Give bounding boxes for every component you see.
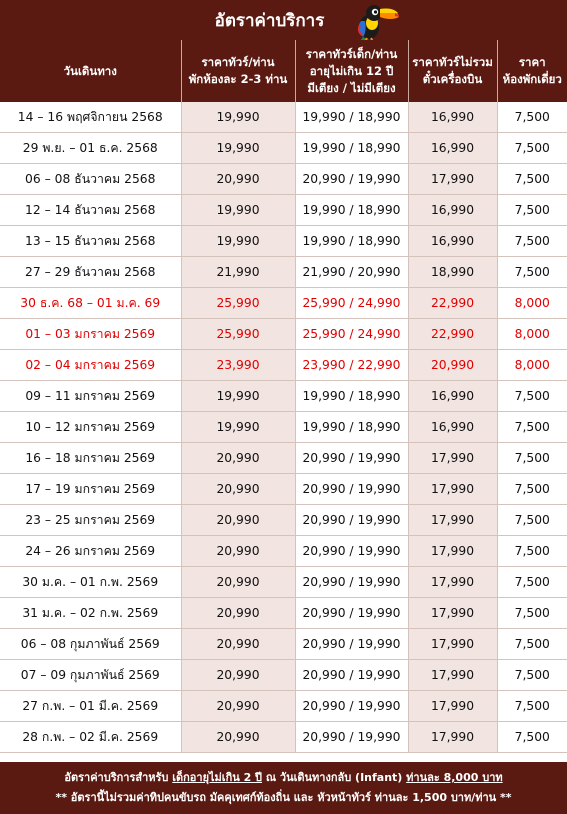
cell-child-price: 20,990 / 19,990: [295, 164, 408, 195]
table-row: [0, 567, 567, 598]
cell-child-price: 20,990 / 19,990: [295, 505, 408, 536]
footer-infant-note: อัตราค่าบริการสำหรับ เด็กอายุไม่เกิน 2 ปี ณ วันเดินทางกลับ (Infant) ท่านละ 8,000 บาท: [64, 771, 503, 784]
cell-travel-date: 12 – 14 ธันวาคม 2568: [0, 195, 181, 226]
footer-tip-note: ** อัตรานี้ไม่รวมค่าทิปคนขับรถ มัคคุเทศก์ท้องถิ่น และ หัวหน้าทัวร์ ท่านละ 1,500 บาท/ท่าน **: [55, 791, 512, 804]
header-adult-price: ราคาทัวร์/ท่าน พักห้องละ 2-3 ท่าน: [181, 40, 295, 102]
cell-travel-date: 10 – 12 มกราคม 2569: [0, 412, 181, 443]
cell-travel-date: 30 ม.ค. – 01 ก.พ. 2569: [0, 567, 181, 598]
toucan-icon: [345, 1, 401, 43]
cell-adult-price: 19,990: [181, 102, 295, 133]
cell-adult-price: 20,990: [181, 443, 295, 474]
cell-child-price: 20,990 / 19,990: [295, 443, 408, 474]
table-row: [0, 164, 567, 195]
cell-adult-price: 25,990: [181, 288, 295, 319]
table-row: [0, 474, 567, 505]
cell-single-room-price: 7,500: [497, 536, 567, 567]
cell-travel-date: 23 – 25 มกราคม 2569: [0, 505, 181, 536]
cell-travel-date: 17 – 19 มกราคม 2569: [0, 474, 181, 505]
cell-single-room-price: 7,500: [497, 443, 567, 474]
header-single-room: ราคา ห้องพักเดี่ยว: [497, 40, 567, 102]
table-row: [0, 598, 567, 629]
cell-single-room-price: 7,500: [497, 164, 567, 195]
table-row: [0, 691, 567, 722]
cell-no-flight-price: 17,990: [408, 505, 497, 536]
cell-travel-date: 07 – 09 กุมภาพันธ์ 2569: [0, 660, 181, 691]
header-no-flight-price: ราคาทัวร์ไม่รวม ตั๋วเครื่องบิน: [408, 40, 497, 102]
cell-travel-date: 31 ม.ค. – 02 ก.พ. 2569: [0, 598, 181, 629]
cell-adult-price: 20,990: [181, 536, 295, 567]
cell-adult-price: 20,990: [181, 722, 295, 753]
cell-child-price: 20,990 / 19,990: [295, 629, 408, 660]
cell-no-flight-price: 16,990: [408, 133, 497, 164]
cell-no-flight-price: 18,990: [408, 257, 497, 288]
cell-single-room-price: 7,500: [497, 133, 567, 164]
cell-adult-price: 20,990: [181, 629, 295, 660]
cell-child-price: 19,990 / 18,990: [295, 133, 408, 164]
cell-no-flight-price: 17,990: [408, 691, 497, 722]
table-row: [0, 722, 567, 753]
cell-single-room-price: 8,000: [497, 319, 567, 350]
table-row: [0, 226, 567, 257]
table-body: [0, 102, 567, 753]
cell-adult-price: 19,990: [181, 226, 295, 257]
cell-no-flight-price: 22,990: [408, 288, 497, 319]
cell-single-room-price: 8,000: [497, 288, 567, 319]
cell-no-flight-price: 17,990: [408, 660, 497, 691]
cell-child-price: 20,990 / 19,990: [295, 567, 408, 598]
cell-adult-price: 19,990: [181, 133, 295, 164]
table-row: [0, 412, 567, 443]
cell-adult-price: 19,990: [181, 412, 295, 443]
price-table: [0, 40, 567, 753]
cell-child-price: 25,990 / 24,990: [295, 319, 408, 350]
cell-adult-price: 25,990: [181, 319, 295, 350]
cell-child-price: 25,990 / 24,990: [295, 288, 408, 319]
table-row: [0, 660, 567, 691]
table-row: [0, 350, 567, 381]
cell-adult-price: 20,990: [181, 567, 295, 598]
cell-no-flight-price: 17,990: [408, 164, 497, 195]
cell-adult-price: 21,990: [181, 257, 295, 288]
cell-travel-date: 13 – 15 ธันวาคม 2568: [0, 226, 181, 257]
table-row: [0, 133, 567, 164]
cell-travel-date: 02 – 04 มกราคม 2569: [0, 350, 181, 381]
cell-child-price: 21,990 / 20,990: [295, 257, 408, 288]
cell-single-room-price: 8,000: [497, 350, 567, 381]
cell-child-price: 20,990 / 19,990: [295, 722, 408, 753]
cell-travel-date: 24 – 26 มกราคม 2569: [0, 536, 181, 567]
cell-adult-price: 20,990: [181, 691, 295, 722]
cell-single-room-price: 7,500: [497, 660, 567, 691]
cell-travel-date: 06 – 08 ธันวาคม 2568: [0, 164, 181, 195]
cell-travel-date: 27 – 29 ธันวาคม 2568: [0, 257, 181, 288]
cell-travel-date: 09 – 11 มกราคม 2569: [0, 381, 181, 412]
cell-single-room-price: 7,500: [497, 381, 567, 412]
cell-no-flight-price: 17,990: [408, 567, 497, 598]
cell-single-room-price: 7,500: [497, 474, 567, 505]
cell-child-price: 20,990 / 19,990: [295, 474, 408, 505]
cell-no-flight-price: 16,990: [408, 102, 497, 133]
cell-adult-price: 20,990: [181, 474, 295, 505]
cell-single-room-price: 7,500: [497, 102, 567, 133]
cell-no-flight-price: 17,990: [408, 474, 497, 505]
cell-child-price: 19,990 / 18,990: [295, 412, 408, 443]
table-header-row: [0, 40, 567, 102]
cell-travel-date: 06 – 08 กุมภาพันธ์ 2569: [0, 629, 181, 660]
cell-adult-price: 23,990: [181, 350, 295, 381]
cell-no-flight-price: 17,990: [408, 536, 497, 567]
cell-travel-date: 14 – 16 พฤศจิกายน 2568: [0, 102, 181, 133]
cell-single-room-price: 7,500: [497, 412, 567, 443]
table-row: [0, 443, 567, 474]
cell-travel-date: 01 – 03 มกราคม 2569: [0, 319, 181, 350]
cell-adult-price: 20,990: [181, 505, 295, 536]
cell-no-flight-price: 16,990: [408, 226, 497, 257]
table-row: [0, 629, 567, 660]
cell-single-room-price: 7,500: [497, 629, 567, 660]
page-title: อัตราค่าบริการ: [214, 10, 325, 31]
cell-no-flight-price: 22,990: [408, 319, 497, 350]
cell-travel-date: 27 ก.พ. – 01 มี.ค. 2569: [0, 691, 181, 722]
cell-adult-price: 19,990: [181, 381, 295, 412]
cell-child-price: 19,990 / 18,990: [295, 195, 408, 226]
cell-adult-price: 20,990: [181, 598, 295, 629]
table-row: [0, 257, 567, 288]
cell-no-flight-price: 20,990: [408, 350, 497, 381]
table-row: [0, 536, 567, 567]
table-row: [0, 381, 567, 412]
cell-adult-price: 20,990: [181, 660, 295, 691]
cell-no-flight-price: 17,990: [408, 629, 497, 660]
cell-no-flight-price: 16,990: [408, 381, 497, 412]
table-row: [0, 288, 567, 319]
cell-no-flight-price: 16,990: [408, 412, 497, 443]
cell-single-room-price: 7,500: [497, 722, 567, 753]
cell-adult-price: 20,990: [181, 164, 295, 195]
cell-no-flight-price: 17,990: [408, 722, 497, 753]
cell-travel-date: 29 พ.ย. – 01 ธ.ค. 2568: [0, 133, 181, 164]
cell-child-price: 20,990 / 19,990: [295, 691, 408, 722]
cell-single-room-price: 7,500: [497, 598, 567, 629]
header-date: วันเดินทาง: [0, 40, 181, 102]
cell-travel-date: 16 – 18 มกราคม 2569: [0, 443, 181, 474]
table-row: [0, 102, 567, 133]
cell-child-price: 19,990 / 18,990: [295, 102, 408, 133]
cell-child-price: 20,990 / 19,990: [295, 660, 408, 691]
cell-travel-date: 30 ธ.ค. 68 – 01 ม.ค. 69: [0, 288, 181, 319]
cell-no-flight-price: 17,990: [408, 598, 497, 629]
cell-child-price: 23,990 / 22,990: [295, 350, 408, 381]
cell-single-room-price: 7,500: [497, 691, 567, 722]
cell-no-flight-price: 17,990: [408, 443, 497, 474]
cell-adult-price: 19,990: [181, 195, 295, 226]
header-child-price: ราคาทัวร์เด็ก/ท่าน อายุไม่เกิน 12 ปี มีเตียง / ไม่มีเตียง: [295, 40, 408, 102]
cell-no-flight-price: 16,990: [408, 195, 497, 226]
table-row: [0, 319, 567, 350]
table-row: [0, 195, 567, 226]
table-row: [0, 505, 567, 536]
cell-single-room-price: 7,500: [497, 195, 567, 226]
cell-child-price: 20,990 / 19,990: [295, 598, 408, 629]
cell-child-price: 19,990 / 18,990: [295, 381, 408, 412]
cell-single-room-price: 7,500: [497, 505, 567, 536]
cell-travel-date: 28 ก.พ. – 02 มี.ค. 2569: [0, 722, 181, 753]
footer-notes: [0, 762, 567, 814]
title-bar: [0, 0, 567, 40]
cell-single-room-price: 7,500: [497, 257, 567, 288]
cell-single-room-price: 7,500: [497, 226, 567, 257]
cell-child-price: 20,990 / 19,990: [295, 536, 408, 567]
cell-child-price: 19,990 / 18,990: [295, 226, 408, 257]
cell-single-room-price: 7,500: [497, 567, 567, 598]
